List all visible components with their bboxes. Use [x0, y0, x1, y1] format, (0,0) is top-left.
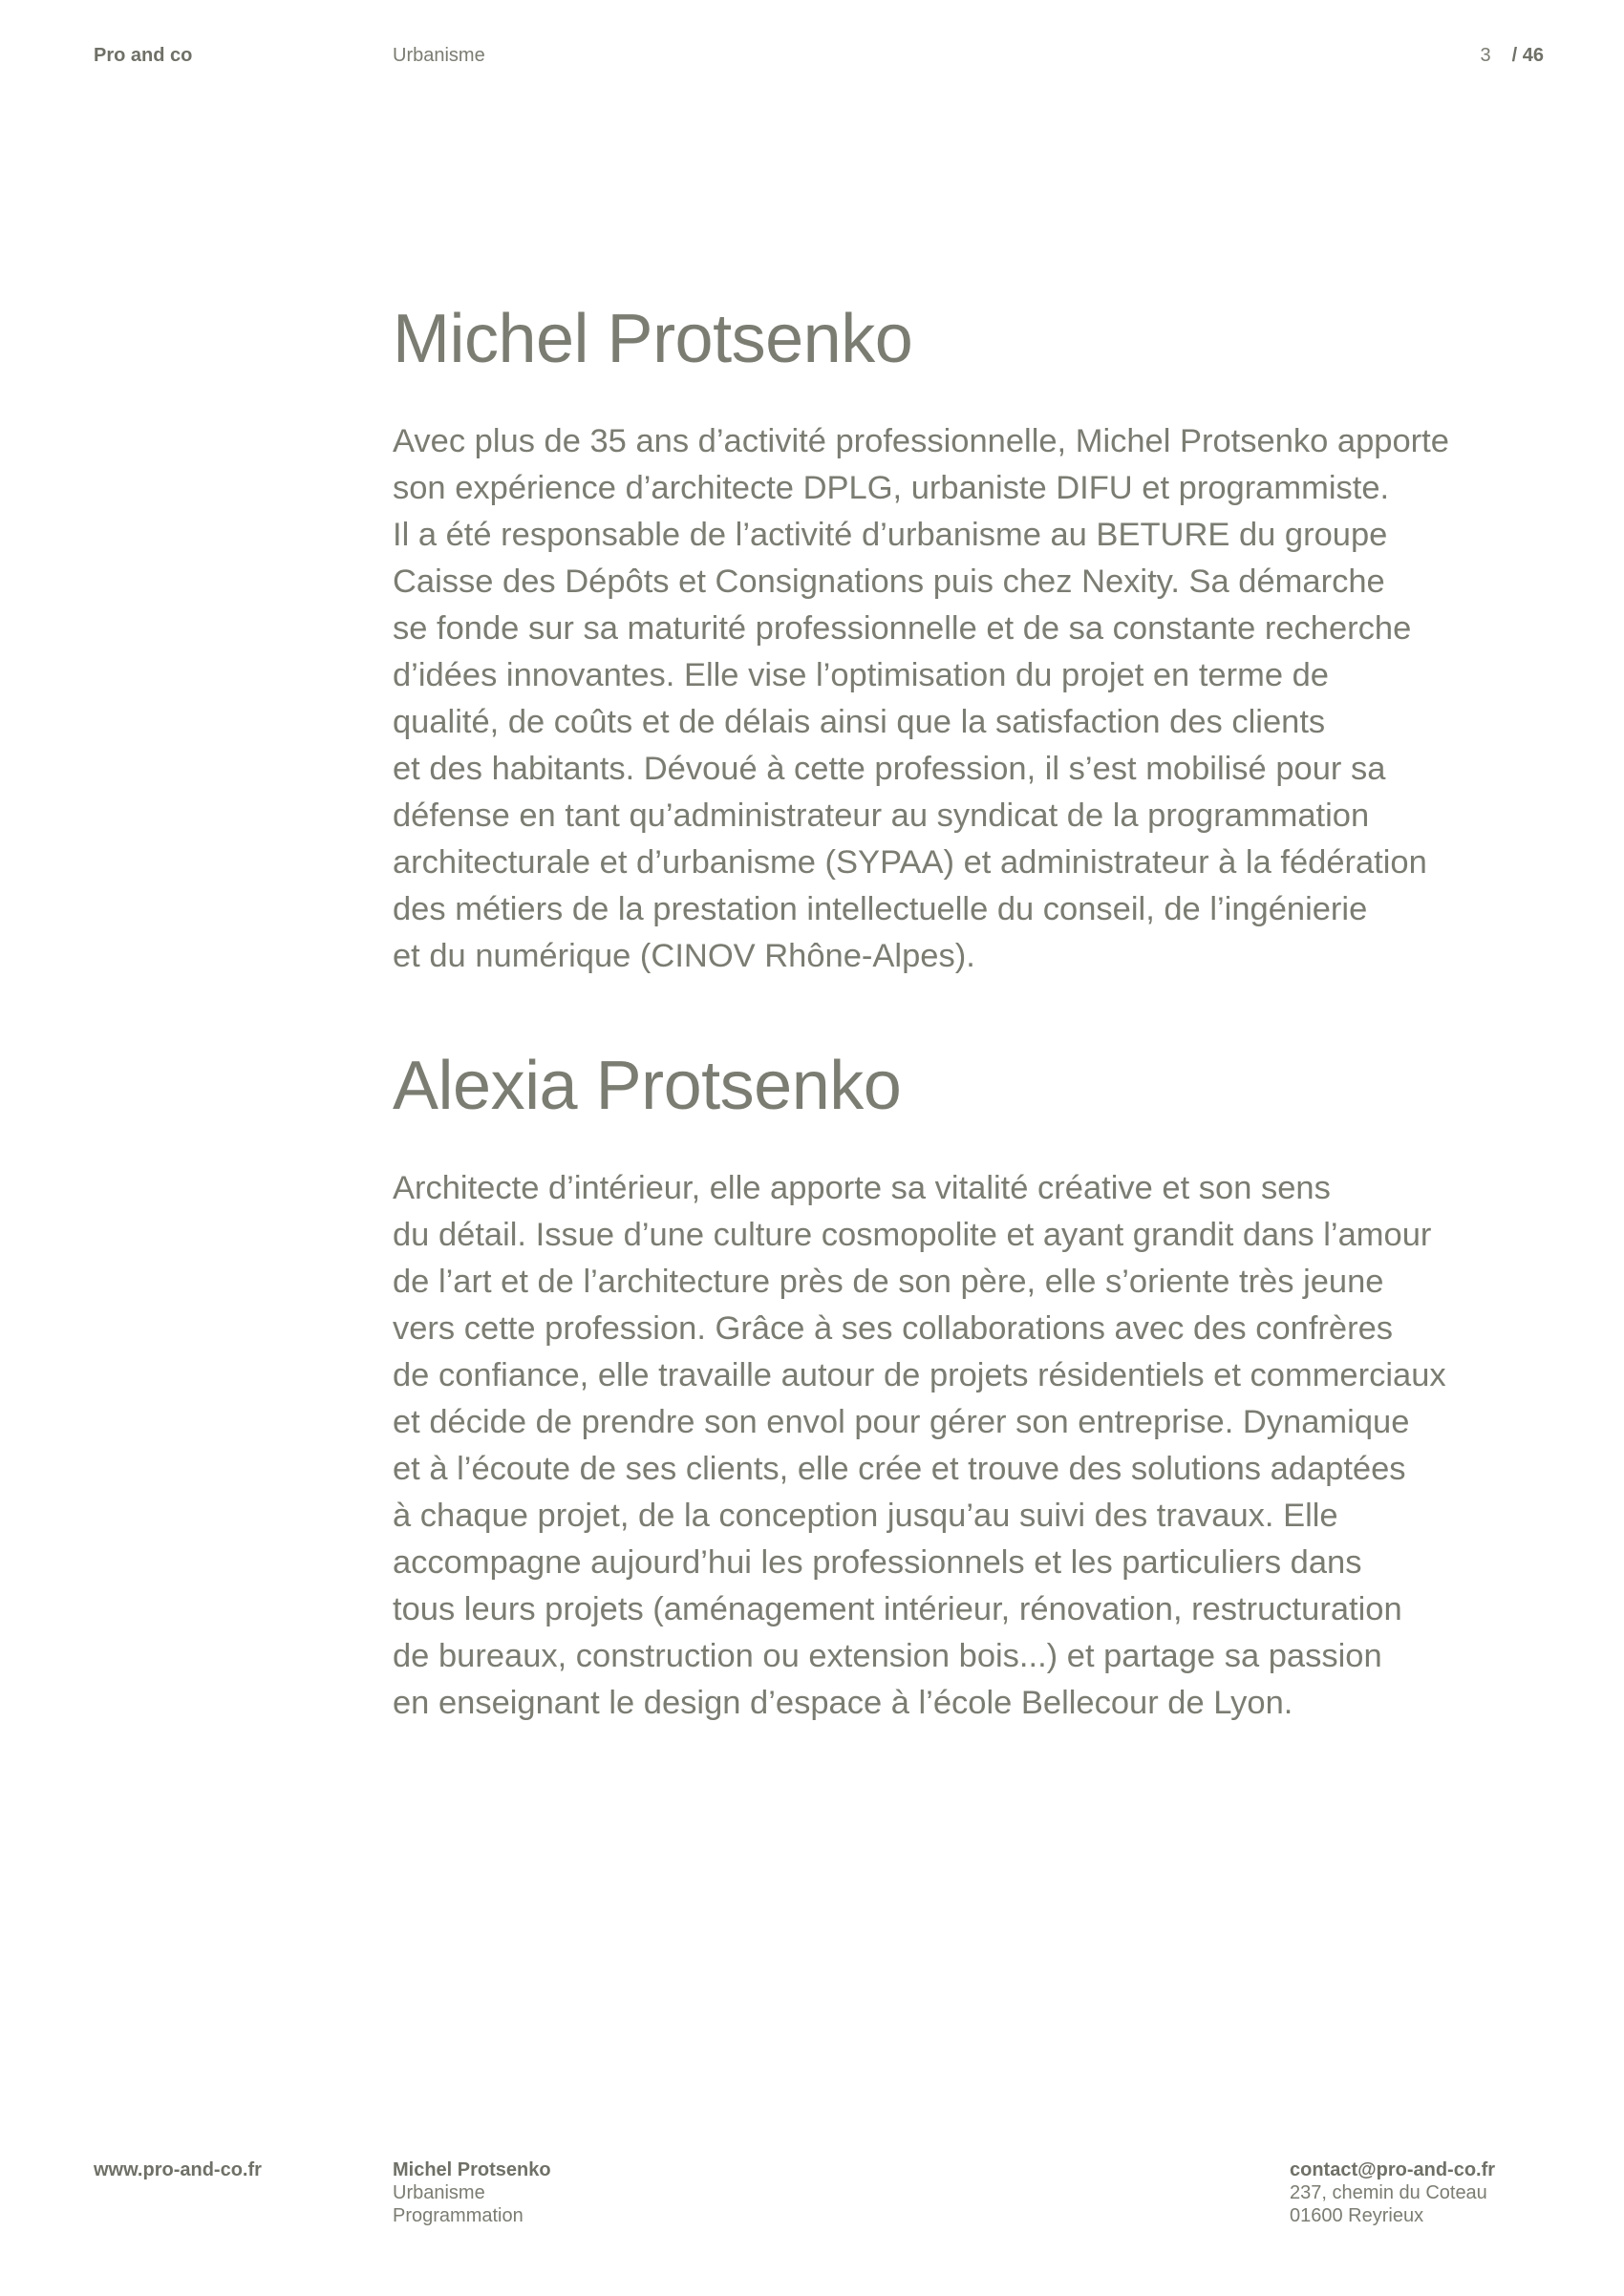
page-current: 3 — [1480, 45, 1491, 66]
bio-line: à chaque projet, de la conception jusqu’au suivi des travaux. Elle — [393, 1498, 1338, 1534]
bio-line: et des habitants. Dévoué à cette profession, il s’est mobilisé pour sa — [393, 751, 1386, 787]
bio-line: de bureaux, construction ou extension bois...) et partage sa passion — [393, 1638, 1382, 1674]
person-bio — [393, 1165, 1549, 1727]
person-block-michel — [393, 298, 1549, 980]
bio-line: se fonde sur sa maturité professionnelle et de sa constante recherche — [393, 610, 1412, 647]
bio-line: et du numérique (CINOV Rhône-Alpes). — [393, 938, 975, 974]
bio-line: qualité, de coûts et de délais ainsi que la satisfaction des clients — [393, 704, 1326, 740]
bio-line: de confiance, elle travaille autour de projets résidentiels et commerciaux — [393, 1357, 1446, 1393]
footer-author-name: Michel Protsenko — [393, 2159, 551, 2180]
bio-line: Architecte d’intérieur, elle apporte sa vitalité créative et son sens — [393, 1170, 1331, 1206]
footer-author-role: Urbanisme — [393, 2182, 485, 2203]
bio-line: Caisse des Dépôts et Consignations puis chez Nexity. Sa démarche — [393, 563, 1385, 600]
page-header — [0, 44, 1624, 73]
bio-line: accompagne aujourd’hui les professionnels et les particuliers dans — [393, 1544, 1362, 1581]
bio-line: d’idées innovantes. Elle vise l’optimisation du projet en terme de — [393, 657, 1329, 693]
bio-line: vers cette profession. Grâce à ses collaborations avec des confrères — [393, 1310, 1394, 1347]
bio-line: architecturale et d’urbanisme (SYPAA) et administrateur à la fédération — [393, 844, 1427, 881]
bio-line: Il a été responsable de l’activité d’urbanisme au BETURE du groupe — [393, 517, 1388, 553]
bio-line: défense en tant qu’administrateur au syndicat de la programmation — [393, 797, 1370, 834]
bio-line: et à l’écoute de ses clients, elle crée et trouve des solutions adaptées — [393, 1451, 1406, 1487]
main-content — [393, 298, 1549, 1727]
address-line: 01600 Reyrieux — [1290, 2205, 1424, 2226]
person-name-heading: Alexia Protsenko — [393, 1048, 902, 1124]
section-name: Urbanisme — [393, 45, 485, 66]
bio-line: et décide de prendre son envol pour gérer son entreprise. Dynamique — [393, 1404, 1410, 1440]
bio-line: Avec plus de 35 ans d’activité professionnelle, Michel Protsenko apporte — [393, 423, 1449, 459]
bio-line: en enseignant le design d’espace à l’école Bellecour de Lyon. — [393, 1685, 1293, 1721]
person-bio — [393, 418, 1549, 980]
footer-author-role: Programmation — [393, 2205, 524, 2226]
address-line: 237, chemin du Coteau — [1290, 2182, 1487, 2203]
bio-line: son expérience d’architecte DPLG, urbaniste DIFU et programmiste. — [393, 470, 1390, 506]
website-link[interactable]: www.pro-and-co.fr — [94, 2159, 262, 2180]
footer-author — [393, 2158, 551, 2227]
bio-line: des métiers de la prestation intellectuelle du conseil, de l’ingénierie — [393, 891, 1368, 927]
footer-contact — [1290, 2158, 1495, 2227]
bio-line: du détail. Issue d’une culture cosmopolite et ayant grandit dans l’amour — [393, 1217, 1432, 1253]
person-block-alexia — [393, 1045, 1549, 1727]
page-total: / 46 — [1511, 45, 1544, 66]
contact-email-link[interactable]: contact@pro-and-co.fr — [1290, 2159, 1496, 2180]
person-name-heading: Michel Protsenko — [393, 301, 913, 377]
page-indicator — [1481, 44, 1544, 67]
bio-line: de l’art et de l’architecture près de son père, elle s’oriente très jeune — [393, 1264, 1384, 1300]
bio-line: tous leurs projets (aménagement intérieur, rénovation, restructuration — [393, 1591, 1402, 1627]
brand-name: Pro and co — [94, 45, 193, 66]
